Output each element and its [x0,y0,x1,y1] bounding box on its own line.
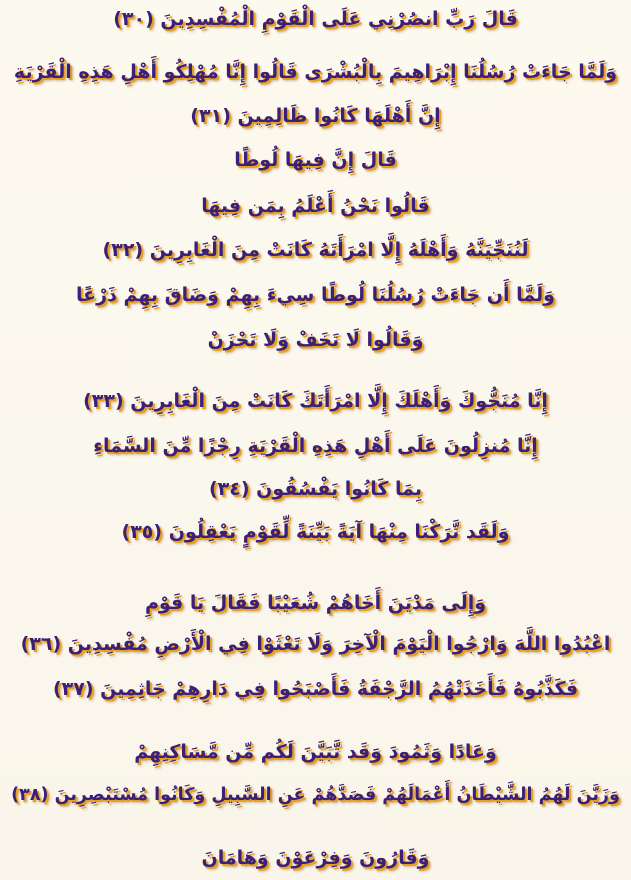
verse-line: اعْبُدُوا اللَّهَ وَارْجُوا الْيَوْمَ الْآخِرَ وَلَا تَعْثَوْا فِي الْأَرْضِ مُفْسِدِينَ (٣٦) [20,633,611,655]
verse-line: بِمَا كَانُوا يَفْسُقُونَ (٣٤) [208,478,423,500]
verse-line: قَالُوا نَحْنُ أَعْلَمُ بِمَن فِيهَا [201,195,430,217]
verse-line: لَنُنَجِّيَنَّهُ وَأَهْلَهُ إِلَّا امْرَأَتَهُ كَانَتْ مِنَ الْغَابِرِينَ (٣٢) [102,239,529,261]
verse-line: وَإِلَى مَدْيَنَ أَخَاهُمْ شُعَيْبًا فَقَالَ يَا قَوْمِ [144,592,487,614]
verse-line: وَلَمَّا أَن جَاءَتْ رُسُلُنَا لُوطًا سِيءَ بِهِمْ وَضَاقَ بِهِمْ ذَرْعًا [76,284,555,306]
verse-line: وَلَقَد تَّرَكْنَا مِنْهَا آيَةً بَيِّنَةً لِّقَوْمٍ يَعْقِلُونَ (٣٥) [121,521,510,543]
verse-line: إِنَّ أَهْلَهَا كَانُوا ظَالِمِينَ (٣١) [190,105,441,127]
verse-line: وَقَارُونَ وَفِرْعَوْنَ وَهَامَانَ [201,847,430,869]
verse-line: إِنَّا مُنَجُّوكَ وَأَهْلَكَ إِلَّا امْرَأَتَكَ كَانَتْ مِنَ الْغَابِرِينَ (٣٣) [83,390,548,412]
verse-line: قَالَ رَبِّ انصُرْنِي عَلَى الْقَوْمِ الْمُفْسِدِينَ (٣٠) [113,8,518,30]
verse-line: قَالَ إِنَّ فِيهَا لُوطًا [234,149,397,171]
verse-line: فَكَذَّبُوهُ فَأَخَذَتْهُمُ الرَّجْفَةُ فَأَصْبَحُوا فِي دَارِهِمْ جَاثِمِينَ (٣٧) [52,678,579,700]
verse-line: وَزَيَّنَ لَهُمُ الشَّيْطَانُ أَعْمَالَهُمْ فَصَدَّهُمْ عَنِ السَّبِيلِ وَكَانُوا مُسْتَبْصِرِينَ (٣٨) [11,785,620,805]
verse-line: إِنَّا مُنزِلُونَ عَلَى أَهْلِ هَذِهِ الْقَرْيَةِ رِجْزًا مِّنَ السَّمَاءِ [93,435,538,457]
verse-line: وَقَالُوا لَا تَخَفْ وَلَا تَحْزَنْ [207,329,424,351]
verse-line: وَلَمَّا جَاءَتْ رُسُلُنَا إِبْرَاهِيمَ بِالْبُشْرَى قَالُوا إِنَّا مُهْلِكُو أَهْلِ هَذِهِ الْقَرْيَةِ [13,61,618,83]
verse-line: وَعَادًا وَثَمُودَ وَقَد تَّبَيَّنَ لَكُم مِّن مَّسَاكِنِهِمْ [134,741,497,763]
